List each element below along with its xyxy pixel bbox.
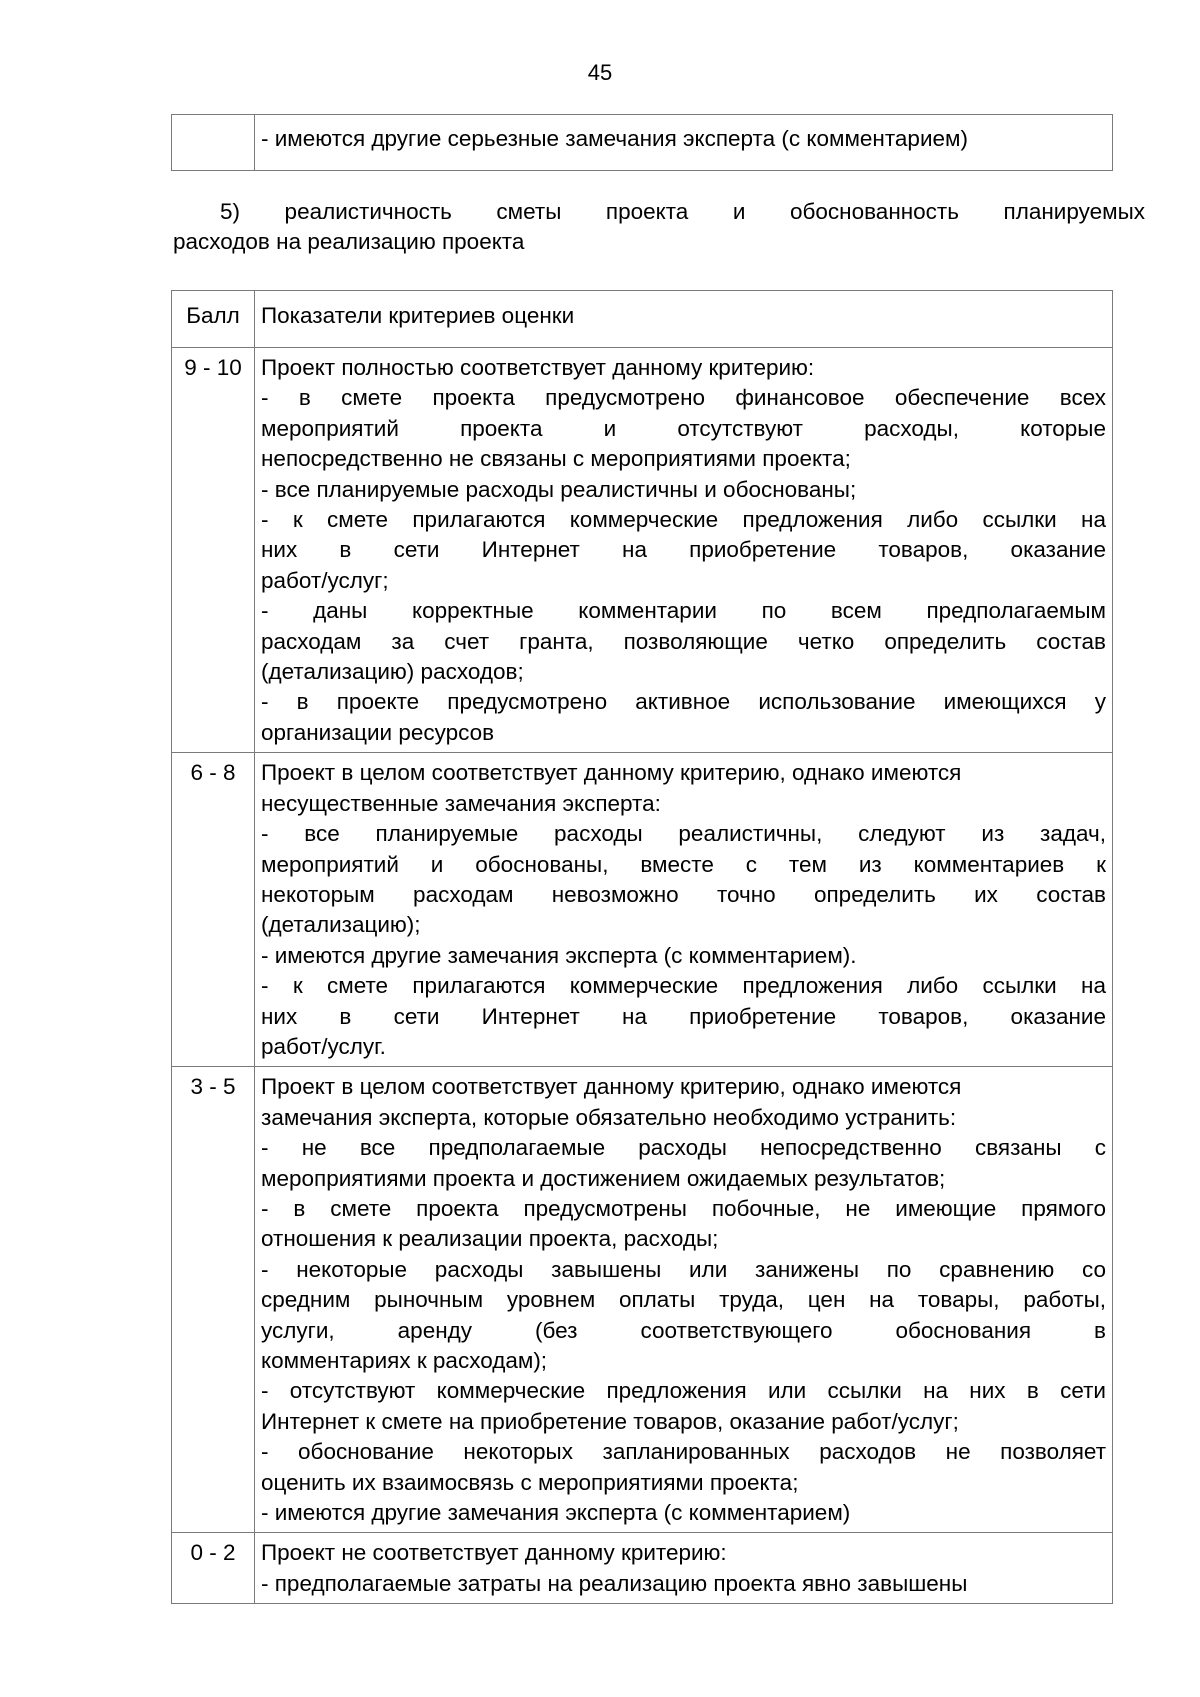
indicator-line: - к смете прилагаются коммерческие предложения либо ссылки на (261, 507, 1106, 533)
indicator-line: работ/услуг. (261, 1033, 386, 1059)
indicator-line: Проект в целом соответствует данному критерию, однако имеются (261, 760, 962, 786)
indicator-line: - не все предполагаемые расходы непосредственно связаны с (261, 1135, 1106, 1161)
indicator-line: средним рыночным уровнем оплаты труда, цен на товары, работы, (261, 1287, 1106, 1313)
indicator-line: расходам за счет гранта, позволяющие четко определить состав (261, 628, 1106, 654)
indicator-line: Проект в целом соответствует данному критерию, однако имеются (261, 1074, 962, 1100)
page-number: 45 (587, 60, 613, 85)
indicator-line: - в смете проекта предусмотрено финансовое обеспечение всех (261, 385, 1106, 411)
indicator-line: организации ресурсов (261, 719, 495, 745)
table-row (172, 1533, 1113, 1604)
indicator-line: - обоснование некоторых запланированных расходов не позволяет (261, 1439, 1106, 1465)
indicator-cell (255, 1067, 1113, 1533)
header-indicators: Показатели критериев оценки (255, 291, 1113, 348)
indicator-line: Проект не соответствует данному критерию: (261, 1540, 727, 1566)
table-row (172, 348, 1113, 753)
indicator-line: - к смете прилагаются коммерческие предложения либо ссылки на (261, 973, 1106, 999)
indicator-line: - имеются другие замечания эксперта (с комментарием) (261, 1500, 851, 1526)
section-heading-line: 5) реалистичность сметы проекта и обоснованность планируемых (220, 199, 1145, 224)
indicator-line: несущественные замечания эксперта: (261, 790, 661, 816)
indicator-line: мероприятий проекта и отсутствуют расходы, которые (261, 415, 1106, 441)
table-row (172, 1067, 1113, 1533)
indicator-line: услуги, аренду (без соответствующего обоснования в (261, 1317, 1106, 1343)
indicator-line: (детализацию) расходов; (261, 659, 524, 685)
indicator-line: - в смете проекта предусмотрены побочные, не имеющие прямого (261, 1195, 1106, 1221)
indicator-line: замечания эксперта, которые обязательно необходимо устранить: (261, 1104, 957, 1130)
score-cell (172, 115, 255, 171)
indicator-line: отношения к реализации проекта, расходы; (261, 1226, 719, 1252)
indicator-line: оценить их взаимосвязь с мероприятиями проекта; (261, 1469, 799, 1495)
indicator-line: - все планируемые расходы реалистичны и обоснованы; (261, 476, 857, 502)
indicator-line: мероприятиями проекта и достижением ожидаемых результатов; (261, 1165, 946, 1191)
criteria-table (171, 290, 1113, 1604)
indicator-cell (255, 348, 1113, 753)
header-score: Балл (172, 291, 255, 348)
score-cell: 6 - 8 (172, 753, 255, 1067)
continuation-table (171, 114, 1113, 171)
table-row (172, 115, 1113, 171)
indicator-line: - предполагаемые затраты на реализацию проекта явно завышены (261, 1570, 968, 1596)
indicator-line: мероприятий и обоснованы, вместе с тем из комментариев к (261, 851, 1106, 877)
indicator-line: - даны корректные комментарии по всем предполагаемым (261, 598, 1106, 624)
indicator-line: Интернет к смете на приобретение товаров, оказание работ/услуг; (261, 1408, 959, 1434)
score-cell: 3 - 5 (172, 1067, 255, 1533)
indicator-line: комментариях к расходам); (261, 1348, 548, 1373)
indicator-line: некоторым расходам невозможно точно определить их состав (261, 881, 1106, 907)
indicator-cell: - имеются другие серьезные замечания эксперта (с комментарием) (255, 115, 1113, 171)
section-heading-line: расходов на реализацию проекта (173, 229, 525, 255)
indicator-line: них в сети Интернет на приобретение товаров, оказание (261, 537, 1106, 563)
indicator-line: непосредственно не связаны с мероприятиями проекта; (261, 446, 851, 472)
score-cell: 0 - 2 (172, 1533, 255, 1604)
indicator-cell (255, 753, 1113, 1067)
indicator-line: Проект полностью соответствует данному критерию: (261, 355, 815, 380)
section-heading (173, 197, 1145, 258)
indicator-line: - все планируемые расходы реалистичны, следуют из задач, (261, 821, 1106, 847)
indicator-line: работ/услуг; (261, 567, 389, 593)
score-cell: 9 - 10 (172, 348, 255, 753)
table-header-row (172, 291, 1113, 348)
indicator-line: (детализацию); (261, 912, 421, 938)
indicator-line: - отсутствуют коммерческие предложения или ссылки на них в сети (261, 1378, 1106, 1404)
indicator-line: - в проекте предусмотрено активное использование имеющихся у (261, 689, 1106, 715)
indicator-line: них в сети Интернет на приобретение товаров, оказание (261, 1003, 1106, 1029)
indicator-cell (255, 1533, 1113, 1604)
indicator-line: - некоторые расходы завышены или занижены по сравнению со (261, 1256, 1106, 1282)
indicator-line: - имеются другие замечания эксперта (с комментарием). (261, 942, 857, 968)
table-row (172, 753, 1113, 1067)
